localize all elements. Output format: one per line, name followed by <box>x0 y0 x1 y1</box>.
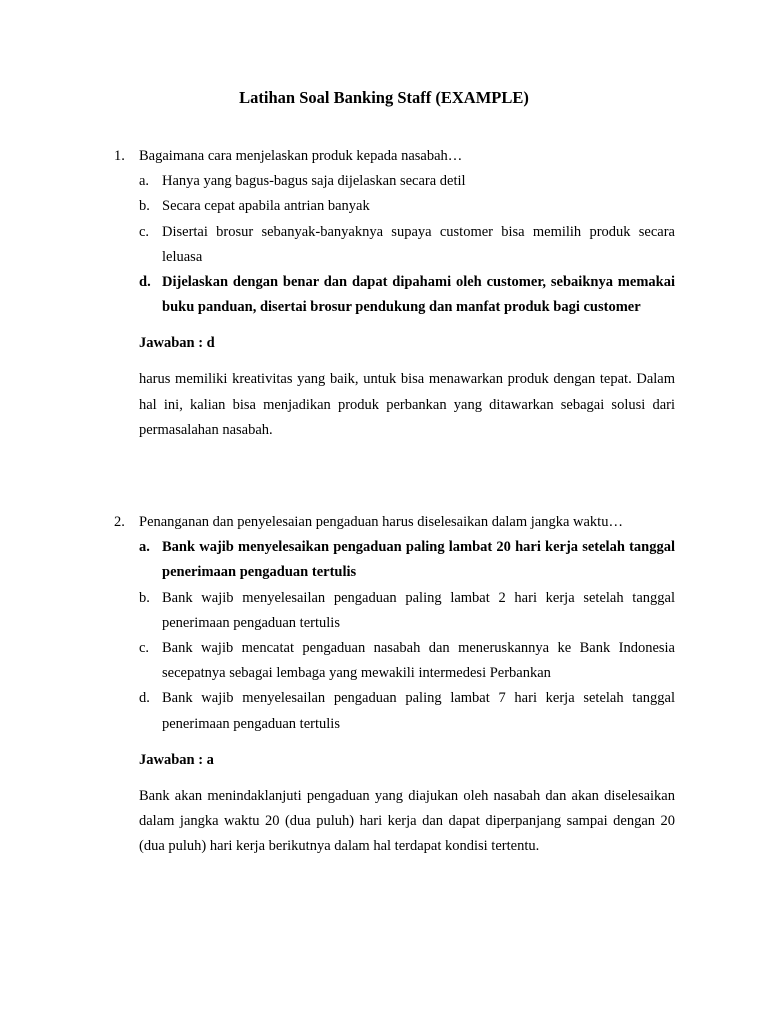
option-text: Bank wajib mencatat pengaduan nasabah dan meneruskannya ke Bank Indonesia secepatnya sebagai lembaga yang mewakili intermedesi Perbankan <box>162 640 675 682</box>
question-2 <box>114 510 675 859</box>
option-text: Disertai brosur sebanyak-banyaknya supaya customer bisa memilih produk secara leluasa <box>162 223 675 265</box>
option-b <box>114 586 675 636</box>
option-b <box>114 194 675 219</box>
option-label: c. <box>139 640 150 657</box>
option-label: d. <box>139 274 151 291</box>
option-label: c. <box>139 223 150 240</box>
option-label: a. <box>139 173 150 190</box>
option-text: Bank wajib menyelesailan pengaduan paling lambat 2 hari kerja setelah tanggal penerimaan pengaduan tertulis <box>162 589 675 631</box>
option-text: Bank wajib menyelesaikan pengaduan paling lambat 20 hari kerja setelah tanggal penerimaan pengaduan tertulis <box>162 539 675 581</box>
question-stem <box>114 510 675 535</box>
option-text: Hanya yang bagus-bagus saja dijelaskan secara detil <box>162 173 466 190</box>
option-text: Secara cepat apabila antrian banyak <box>162 198 370 215</box>
option-d-correct <box>114 270 675 320</box>
option-label: b. <box>139 198 150 215</box>
answer-explanation: Bank akan menindaklanjuti pengaduan yang diajukan oleh nasabah dan akan diselesaikan dalam jangka waktu 20 (dua puluh) hari kerja dan dapat diperpanjang sampai dengan 20 (dua puluh) hari kerja berikutnya dalam hal terdapat kondisi tertentu. <box>139 787 675 855</box>
question-number: 2. <box>114 514 125 530</box>
option-a <box>114 169 675 194</box>
answer-label: Jawaban : d <box>139 335 215 352</box>
question-text: Bagaimana cara menjelaskan produk kepada nasabah… <box>139 148 463 164</box>
option-d <box>114 686 675 736</box>
answer-explanation: harus memiliki kreativitas yang baik, untuk bisa menawarkan produk dengan tepat. Dalam hal ini, kalian bisa menjadikan produk perbankan yang ditawarkan sebagai solusi dari permasalahan nasabah. <box>139 371 675 438</box>
question-text: Penanganan dan penyelesaian pengaduan harus diselesaikan dalam jangka waktu… <box>139 514 623 530</box>
question-1 <box>114 144 675 443</box>
option-c <box>114 220 675 270</box>
page-title: Latihan Soal Banking Staff (EXAMPLE) <box>239 88 529 107</box>
question-stem <box>114 144 675 169</box>
option-label: b. <box>139 589 150 606</box>
option-a-correct <box>114 535 675 585</box>
answer-label: Jawaban : a <box>139 751 214 768</box>
option-text: Bank wajib menyelesailan pengaduan paling lambat 7 hari kerja setelah tanggal penerimaan pengaduan tertulis <box>162 690 675 732</box>
option-label: d. <box>139 690 150 707</box>
option-text: Dijelaskan dengan benar dan dapat dipahami oleh customer, sebaiknya memakai buku panduan, disertai brosur pendukung dan manfat produk bagi customer <box>162 274 675 316</box>
option-c <box>114 636 675 686</box>
option-label: a. <box>139 539 150 556</box>
question-number: 1. <box>114 148 125 164</box>
